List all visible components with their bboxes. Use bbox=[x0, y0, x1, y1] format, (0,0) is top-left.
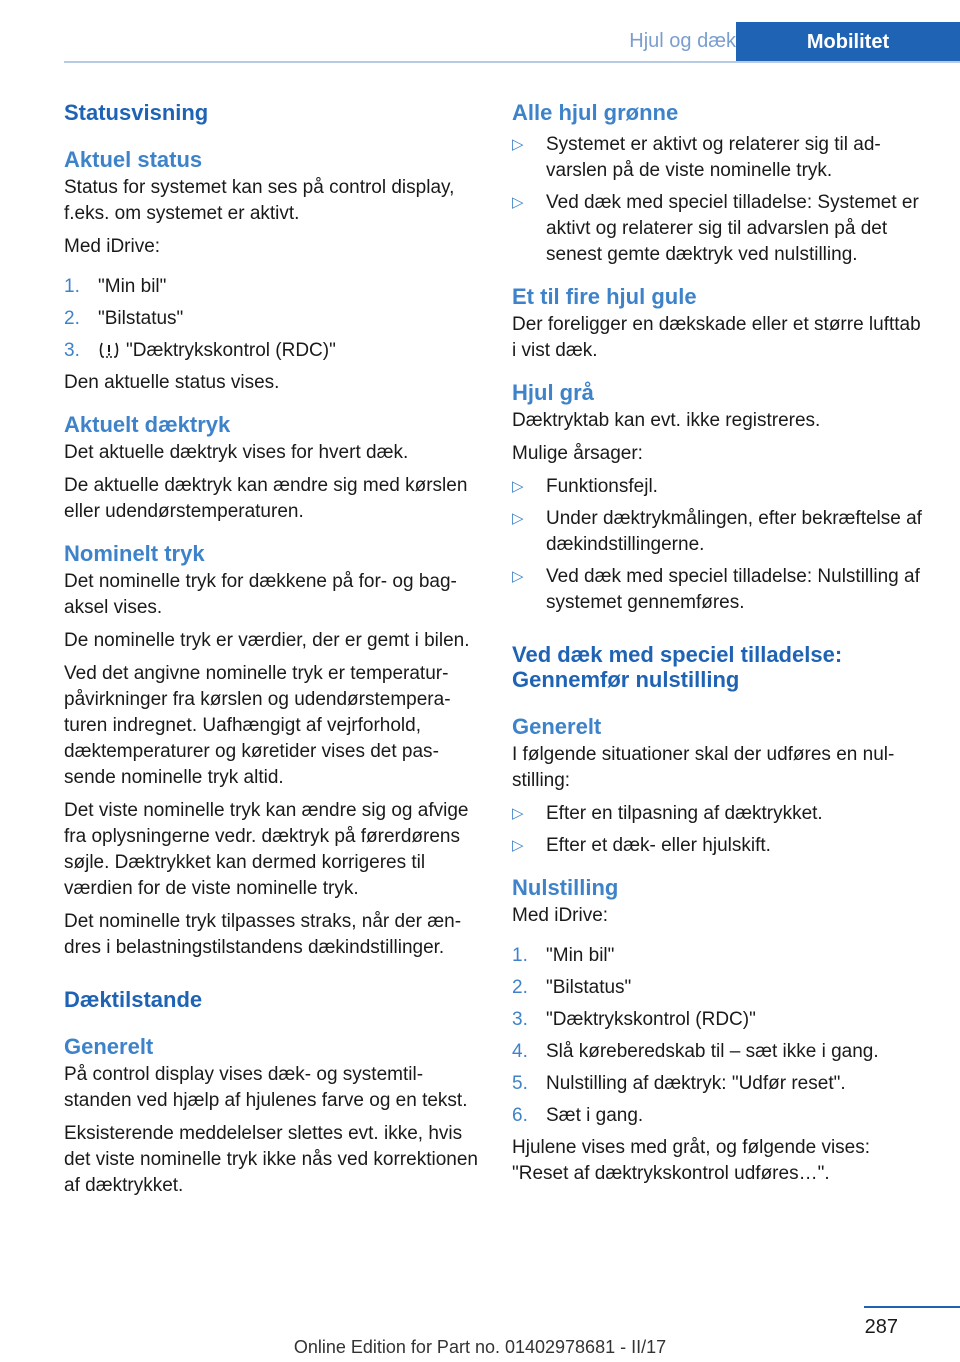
step-number: 6. bbox=[512, 1105, 528, 1126]
bullet-list-aarsager bbox=[512, 474, 928, 616]
step-item bbox=[64, 306, 480, 332]
bullet-item bbox=[512, 506, 928, 558]
step-number: 1. bbox=[512, 945, 528, 966]
step-text: Sæt i gang. bbox=[546, 1105, 644, 1126]
step-item bbox=[512, 943, 928, 969]
subheading-hjul-gule: Et til fire hjul gule bbox=[512, 284, 697, 309]
bullet-item bbox=[512, 190, 928, 268]
bullet-text: Funktionsfejl. bbox=[546, 476, 658, 497]
heading-speciel-tilladelse: Ved dæk med speciel tilladelse: Gennemfør nulstilling bbox=[512, 642, 843, 692]
subheading-alle-hjul-groenne: Alle hjul grønne bbox=[512, 100, 679, 125]
bullet-text: Efter et dæk- eller hjulskift. bbox=[546, 835, 771, 856]
step-text: "Min bil" bbox=[98, 276, 167, 297]
step-text: "Dæktrykskontrol (RDC)" bbox=[126, 340, 336, 361]
bullet-item bbox=[512, 132, 928, 184]
paragraph: Ved det angivne nominelle tryk er temperaturpåvirkninger fra kørslen og udendørstemperaturen indregnet. Uafhængigt af vejrforhold, dæktemperaturer og køretider vises det passende nominelle tryk altid. bbox=[64, 663, 451, 788]
step-item bbox=[64, 274, 480, 300]
right-column bbox=[512, 100, 928, 1194]
subheading-nominelt-tryk: Nominelt tryk bbox=[64, 541, 205, 566]
paragraph: I følgende situationer skal der udføres en nulstilling: bbox=[512, 744, 895, 791]
bullet-list-groenne bbox=[512, 132, 928, 268]
steps-list-left bbox=[64, 274, 480, 364]
step-number: 2. bbox=[512, 977, 528, 998]
subheading-aktuelt-daektryk: Aktuelt dæktryk bbox=[64, 412, 231, 437]
step-number: 5. bbox=[512, 1073, 528, 1094]
subheading-aktuel-status: Aktuel status bbox=[64, 147, 203, 172]
paragraph: Hjulene vises med gråt, og følgende vises: "Reset af dæktrykskontrol udføres…". bbox=[512, 1137, 871, 1184]
bullet-text: Ved dæk med speciel tilladelse: Nulstilling af systemet gennemføres. bbox=[546, 566, 920, 613]
paragraph: Der foreligger en dækskade eller et større lufttab i vist dæk. bbox=[512, 314, 921, 361]
bullet-text: Under dæktrykmålingen, efter bekræftelse af dækindstillingerne. bbox=[546, 508, 922, 555]
paragraph: Eksisterende meddelelser slettes evt. ikke, hvis det viste nominelle tryk ikke nås ved korrektionen af dæktrykket. bbox=[64, 1123, 478, 1196]
paragraph: De nominelle tryk er værdier, der er gemt i bilen. bbox=[64, 630, 470, 651]
step-text: "Bilstatus" bbox=[98, 308, 184, 329]
bullet-triangle-icon: ▷ bbox=[512, 568, 524, 585]
steps-list-right bbox=[512, 943, 928, 1129]
step-item bbox=[64, 338, 480, 364]
paragraph: Med iDrive: bbox=[64, 236, 161, 257]
step-number: 1. bbox=[64, 276, 80, 297]
step-number: 3. bbox=[512, 1009, 528, 1030]
step-text: Nulstilling af dæktryk: "Udfør reset". bbox=[546, 1073, 846, 1094]
step-number: 3. bbox=[64, 340, 80, 361]
bullet-item bbox=[512, 833, 928, 859]
bullet-item bbox=[512, 564, 928, 616]
bullet-triangle-icon: ▷ bbox=[512, 136, 524, 153]
bullet-item bbox=[512, 801, 928, 827]
step-number: 2. bbox=[64, 308, 80, 329]
paragraph: På control display vises dæk- og systemtilstanden ved hjælp af hjulenes farve og en tekst. bbox=[64, 1064, 468, 1111]
paragraph: Status for systemet kan ses på control display, f.eks. om systemet er aktivt. bbox=[64, 177, 455, 224]
paragraph: Det aktuelle dæktryk vises for hvert dæk. bbox=[64, 442, 409, 463]
step-text: "Dæktrykskontrol (RDC)" bbox=[546, 1009, 756, 1030]
paragraph: Med iDrive: bbox=[512, 905, 609, 926]
page-number: 287 bbox=[864, 1316, 898, 1338]
tire-pressure-warning-icon bbox=[98, 341, 120, 359]
chapter-tab bbox=[736, 22, 960, 63]
step-item bbox=[512, 1007, 928, 1033]
bullet-text: Ved dæk med speciel tilladelse: Systemet er aktivt og relaterer sig til advarslen på det senest gemte dæktryk ved nulstilling. bbox=[546, 192, 919, 265]
step-item bbox=[512, 1071, 928, 1097]
step-text: "Bilstatus" bbox=[546, 977, 632, 998]
step-item bbox=[512, 1039, 928, 1065]
left-column bbox=[64, 100, 480, 1206]
paragraph: Dæktryktab kan evt. ikke registreres. bbox=[512, 410, 821, 431]
subheading-generelt: Generelt bbox=[64, 1034, 154, 1059]
bullet-triangle-icon: ▷ bbox=[512, 837, 524, 854]
bullet-triangle-icon: ▷ bbox=[512, 194, 524, 211]
subheading-nulstilling: Nulstilling bbox=[512, 875, 619, 900]
paragraph: Mulige årsager: bbox=[512, 443, 643, 464]
step-number: 4. bbox=[512, 1041, 528, 1062]
bullet-list-situationer bbox=[512, 801, 928, 859]
bullet-triangle-icon: ▷ bbox=[512, 805, 524, 822]
subheading-hjul-graa: Hjul grå bbox=[512, 380, 594, 405]
chapter-tab-label: Mobilitet bbox=[806, 31, 890, 53]
paragraph: Det viste nominelle tryk kan ændre sig og afvige fra oplysningerne vedr. dæktryk på førerdørens søjle. Dæktrykket kan dermed korrigeres til værdien for de viste nominelle tryk. bbox=[64, 800, 469, 899]
paragraph: Det nominelle tryk for dækkene på for- og bagaksel vises. bbox=[64, 571, 457, 618]
bullet-text: Systemet er aktivt og relaterer sig til advarslen på de viste nominelle tryk. bbox=[546, 134, 881, 181]
edition-note: Online Edition for Part no. 01402978681 - II/17 bbox=[293, 1337, 667, 1357]
header-rule bbox=[64, 61, 960, 63]
paragraph: Det nominelle tryk tilpasses straks, når der ændres i belastningstilstandens dækindstillinger. bbox=[64, 911, 462, 958]
subheading-generelt: Generelt bbox=[512, 714, 602, 739]
paragraph: De aktuelle dæktryk kan ændre sig med kørslen eller udendørstemperaturen. bbox=[64, 475, 468, 522]
heading-daektilstande: Dæktilstande bbox=[64, 987, 203, 1012]
footer-rule bbox=[864, 1306, 960, 1308]
bullet-text: Efter en tilpasning af dæktrykket. bbox=[546, 803, 823, 824]
running-header-section: Hjul og dæk bbox=[629, 30, 736, 52]
bullet-triangle-icon: ▷ bbox=[512, 510, 524, 527]
step-text: "Min bil" bbox=[546, 945, 615, 966]
step-text: Slå køreberedskab til – sæt ikke i gang. bbox=[546, 1041, 879, 1062]
heading-statusvisning: Statusvisning bbox=[64, 100, 209, 125]
step-item bbox=[512, 1103, 928, 1129]
paragraph: Den aktuelle status vises. bbox=[64, 372, 280, 393]
step-item bbox=[512, 975, 928, 1001]
bullet-triangle-icon: ▷ bbox=[512, 478, 524, 495]
bullet-item bbox=[512, 474, 928, 500]
